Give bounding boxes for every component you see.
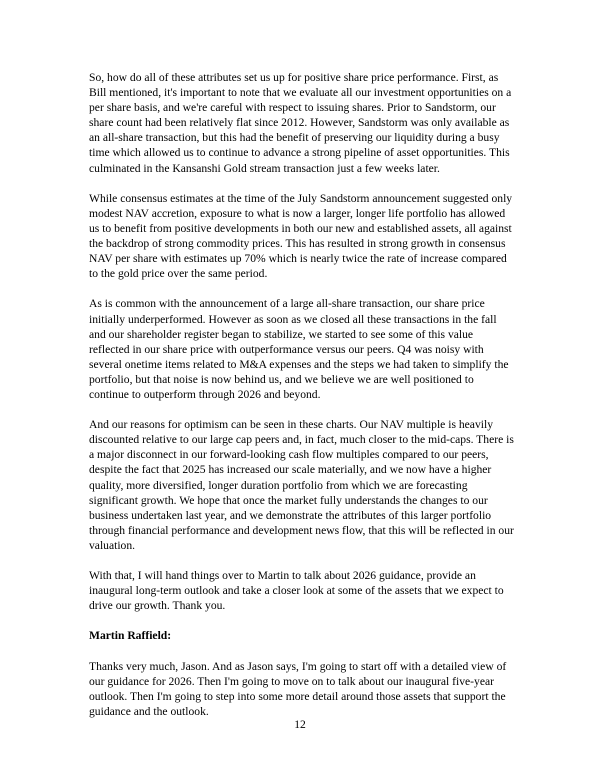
transcript-paragraph: With that, I will hand things over to Martin to talk about 2026 guidance, provide an inaugural long-term outlook and take a closer look at some of the assets that we expect to drive our growth. Thank you. bbox=[89, 569, 504, 613]
transcript-paragraph: And our reasons for optimism can be seen in these charts. Our NAV multiple is heavily discounted relative to our large cap peers and, in fact, much closer to the mid-caps. There is a major disconnect in our forward-looking cash flow multiples compared to our peers, despite the fact that 2025 has increased our scale materially, and we now have a higher quality, more diversified, longer duration portfolio from which we are forecasting significant growth. We hope that once the market fully understands the changes to our business undertaken last year, and we demonstrate the attributes of this larger portfolio through financial performance and development news flow, that this will be reflected in our valuation. bbox=[89, 418, 514, 552]
transcript-paragraph: So, how do all of these attributes set us up for positive share price performance. First, as Bill mentioned, it's important to note that we evaluate all our investment opportunities on a per share basis, and we're careful with respect to issuing shares. Prior to Sandstorm, our share count had been relatively flat since 2012. However, Sandstorm was only available as an all-share transaction, but this had the benefit of preserving our liquidity during a busy time which allowed us to continue to advance a strong pipeline of asset opportunities. This culminated in the Kansanshi Gold stream transaction just a few weeks later. bbox=[89, 71, 512, 175]
transcript-paragraph: Thanks very much, Jason. And as Jason says, I'm going to start off with a detailed view of our guidance for 2026. Then I'm going to move on to talk about our inaugural five-year outlook. Then I'm going to step into some more detail around those assets that support the guidance and the outlook. bbox=[89, 659, 507, 718]
transcript-paragraph: As is common with the announcement of a large all-share transaction, our share price initially underperformed. However as soon as we closed all these transactions in the fall and our shareholder register began to stabilize, we started to see some of this value reflected in our share price with outperformance versus our peers. Q4 was noisy with several onetime items related to M&A expenses and the steps we had taken to simplify the portfolio, but that noise is now behind us, and we believe we are well positioned to continue to outperform through 2026 and beyond. bbox=[89, 297, 509, 401]
transcript-paragraph: While consensus estimates at the time of the July Sandstorm announcement suggested only modest NAV accretion, exposure to what is now a larger, longer life portfolio has allowed us to benefit from positive developments in both our new and established assets, all against the backdrop of strong commodity prices. This has resulted in strong growth in consensus NAV per share with estimates up 70% which is nearly twice the rate of increase compared to the gold price over the same period. bbox=[89, 191, 513, 281]
speaker-name: Martin Raffield: bbox=[89, 629, 172, 643]
transcript-page bbox=[89, 70, 515, 734]
page-number: 12 bbox=[294, 718, 306, 731]
